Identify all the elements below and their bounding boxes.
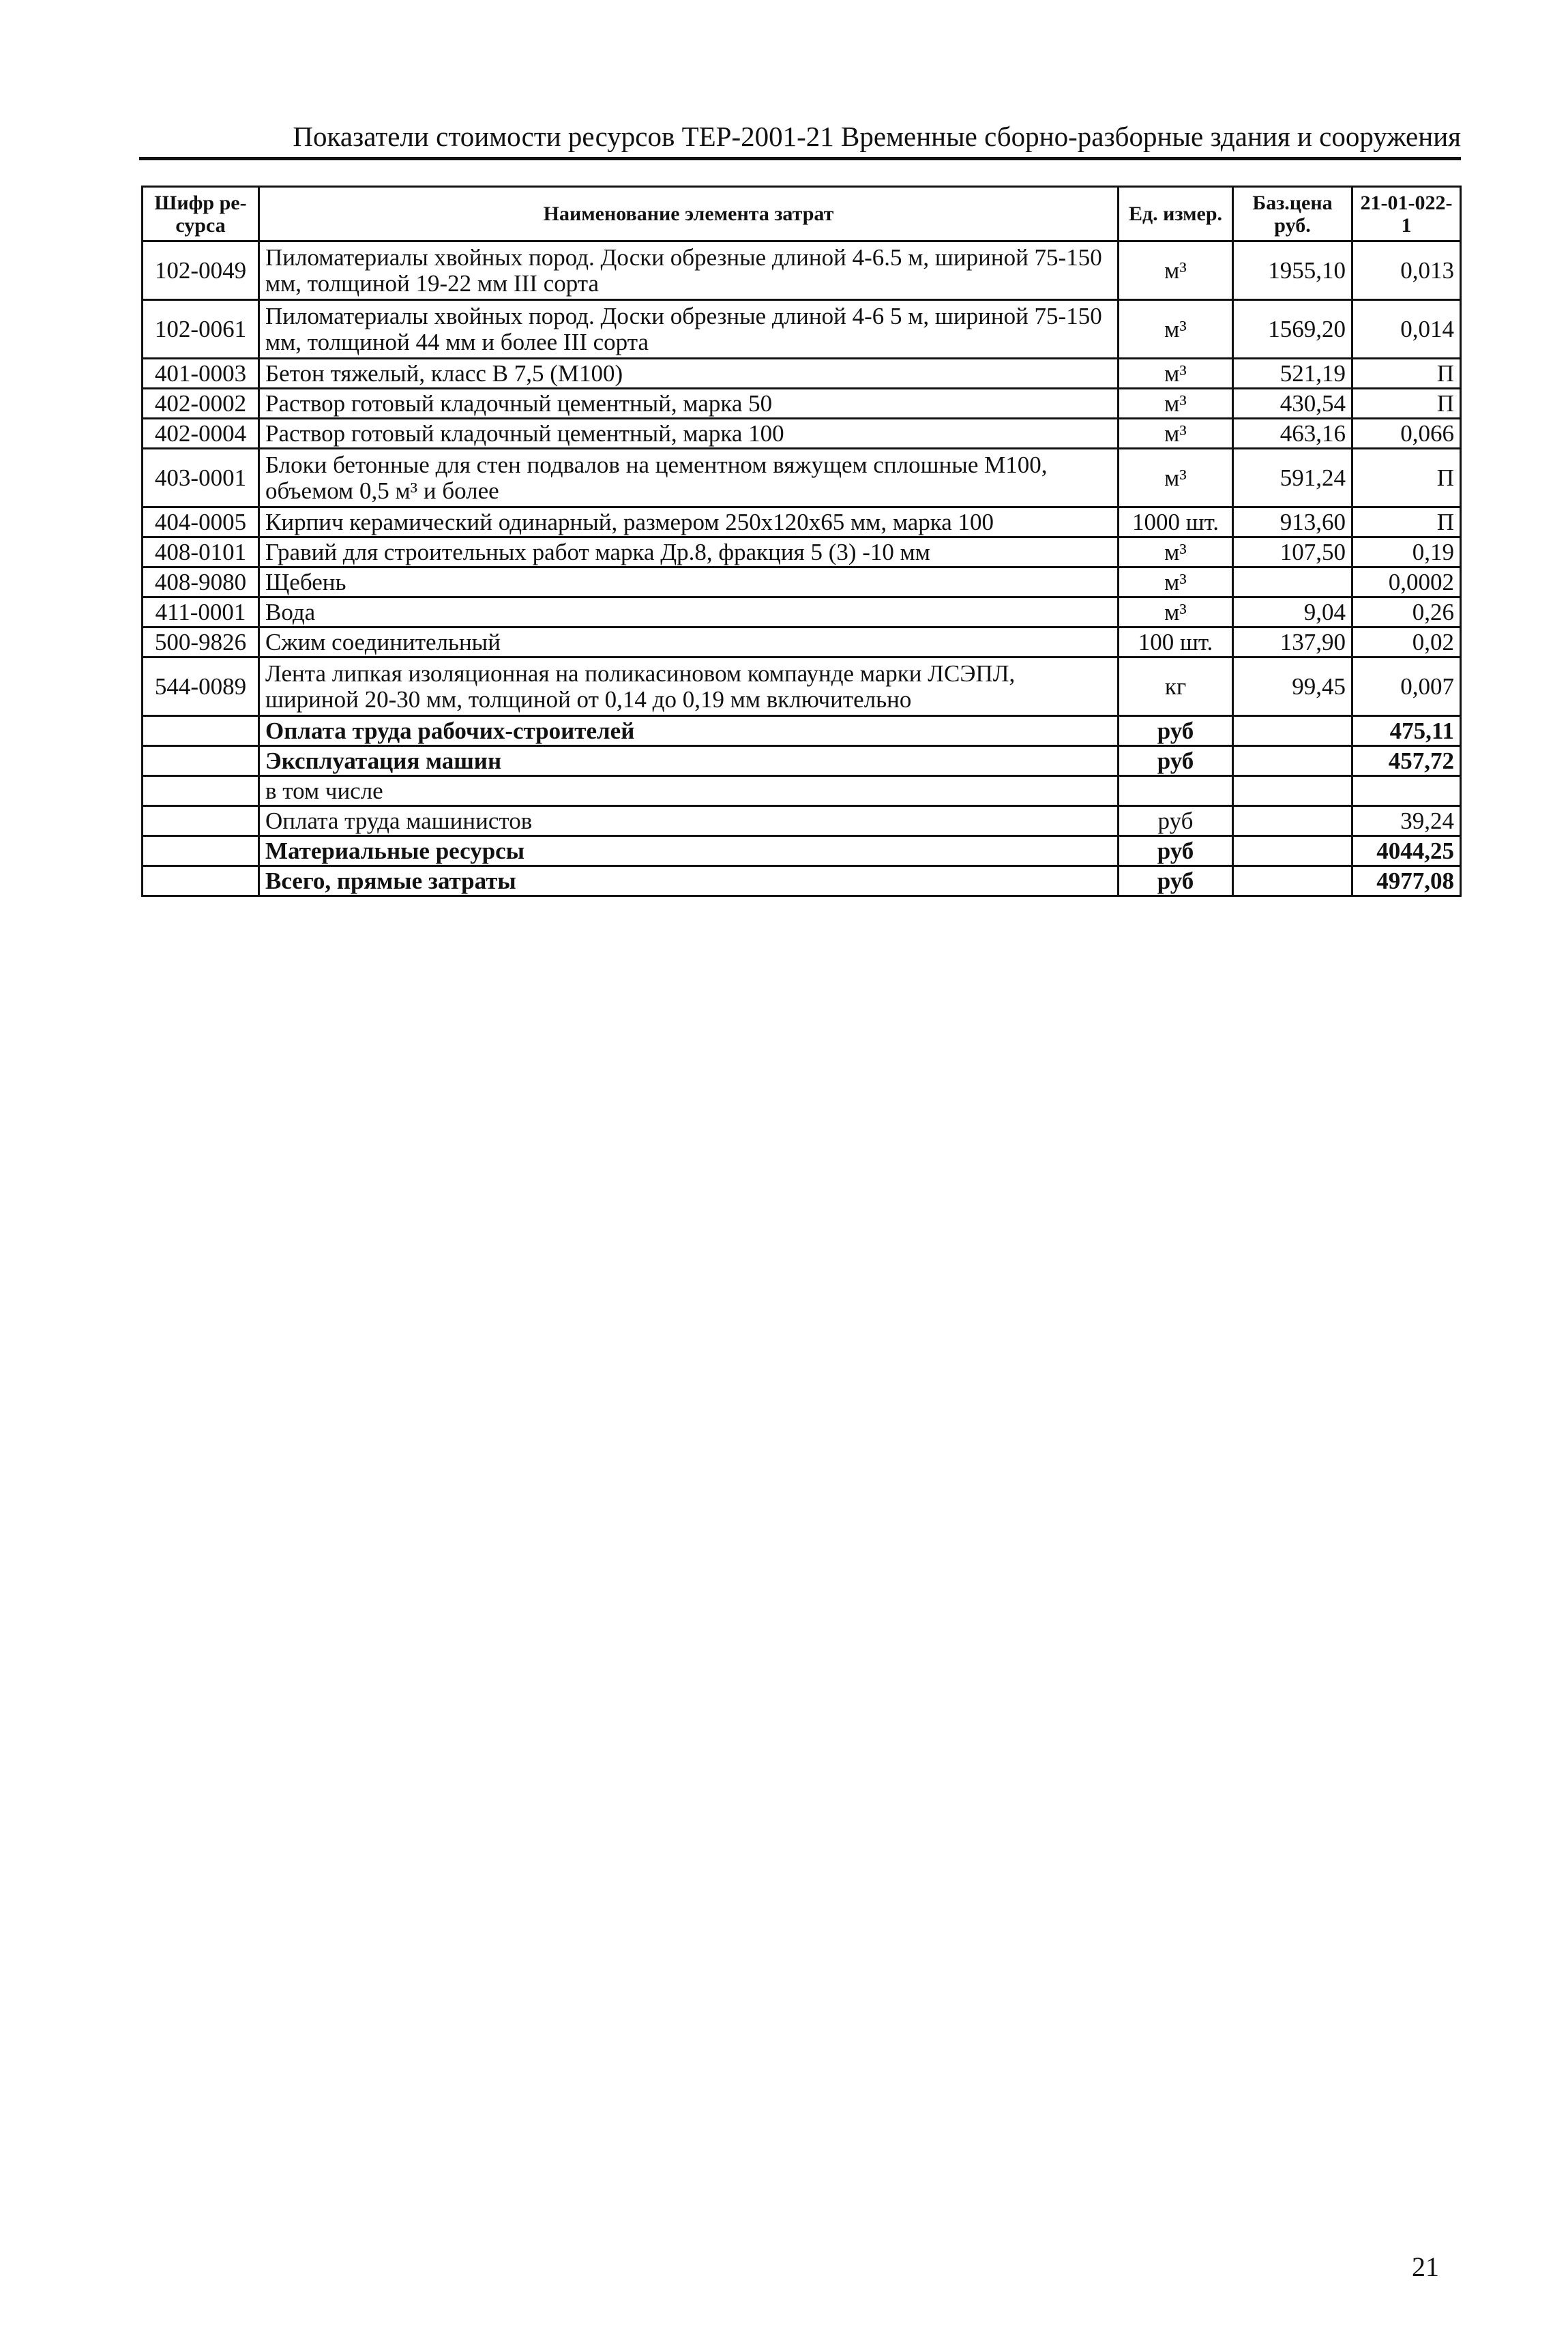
resource-unit: м³ xyxy=(1119,449,1233,507)
resource-name: Вода xyxy=(259,597,1119,627)
resource-name: Лента липкая изоляционная на поликасиновом компаунде марки ЛСЭПЛ, шириной 20-30 мм, толщиной от 0,14 до 0,19 мм включительно xyxy=(259,657,1119,716)
summary-value: 39,24 xyxy=(1352,806,1461,836)
resource-name: Пиломатериалы хвойных пород. Доски обрезные длиной 4-6 5 м, шириной 75-150 мм, толщиной 44 мм и более III сорта xyxy=(259,300,1119,359)
summary-label: Всего, прямые затраты xyxy=(259,866,1119,896)
resource-price: 9,04 xyxy=(1233,597,1352,627)
page-header xyxy=(139,120,1461,160)
summary-code-empty xyxy=(143,746,259,776)
resource-unit: кг xyxy=(1119,657,1233,716)
summary-unit xyxy=(1119,776,1233,806)
resource-unit: м³ xyxy=(1119,537,1233,567)
resource-name: Раствор готовый кладочный цементный, марка 50 xyxy=(259,389,1119,419)
resource-price: 1955,10 xyxy=(1233,241,1352,300)
resource-qty: 0,014 xyxy=(1352,300,1461,359)
resource-name: Гравий для строительных работ марка Др.8, фракция 5 (3) -10 мм xyxy=(259,537,1119,567)
page-number: 21 xyxy=(1412,2251,1439,2282)
summary-label: Оплата труда машинистов xyxy=(259,806,1119,836)
table-row xyxy=(143,567,1461,597)
resource-qty: П xyxy=(1352,507,1461,537)
column-header-qty: 21-01-022-1 xyxy=(1352,187,1461,241)
resource-unit: 1000 шт. xyxy=(1119,507,1233,537)
resource-unit: м³ xyxy=(1119,300,1233,359)
resource-name: Пиломатериалы хвойных пород. Доски обрезные длиной 4-6.5 м, шириной 75-150 мм, толщиной 19-22 мм III сорта xyxy=(259,241,1119,300)
resource-name: Бетон тяжелый, класс В 7,5 (М100) xyxy=(259,359,1119,389)
resource-code: 404-0005 xyxy=(143,507,259,537)
summary-code-empty xyxy=(143,866,259,896)
resource-code: 408-0101 xyxy=(143,537,259,567)
resource-qty: 0,19 xyxy=(1352,537,1461,567)
resource-code: 411-0001 xyxy=(143,597,259,627)
summary-value xyxy=(1352,776,1461,806)
resource-price: 99,45 xyxy=(1233,657,1352,716)
resource-qty: 0,013 xyxy=(1352,241,1461,300)
summary-row xyxy=(143,776,1461,806)
resource-qty: 0,02 xyxy=(1352,627,1461,657)
resource-price: 463,16 xyxy=(1233,419,1352,449)
table-row xyxy=(143,419,1461,449)
resource-qty: 0,26 xyxy=(1352,597,1461,627)
summary-price-empty xyxy=(1233,776,1352,806)
column-header-name: Наименование элемента затрат xyxy=(259,187,1119,241)
summary-value: 4044,25 xyxy=(1352,836,1461,866)
resource-code: 401-0003 xyxy=(143,359,259,389)
resource-name: Блоки бетонные для стен подвалов на цементном вяжущем сплошные М100, объемом 0,5 м³ и более xyxy=(259,449,1119,507)
summary-code-empty xyxy=(143,716,259,746)
resource-price xyxy=(1233,567,1352,597)
table-header-row xyxy=(143,187,1461,241)
resource-code: 544-0089 xyxy=(143,657,259,716)
table-row xyxy=(143,241,1461,300)
table-row xyxy=(143,537,1461,567)
summary-row xyxy=(143,716,1461,746)
summary-label: в том числе xyxy=(259,776,1119,806)
resource-code: 402-0004 xyxy=(143,419,259,449)
resource-price: 913,60 xyxy=(1233,507,1352,537)
resource-code: 102-0061 xyxy=(143,300,259,359)
table-row xyxy=(143,359,1461,389)
resource-unit: м³ xyxy=(1119,389,1233,419)
resource-price: 521,19 xyxy=(1233,359,1352,389)
resource-price: 137,90 xyxy=(1233,627,1352,657)
resource-unit: м³ xyxy=(1119,597,1233,627)
resource-qty: 0,007 xyxy=(1352,657,1461,716)
summary-price-empty xyxy=(1233,716,1352,746)
resource-qty: 0,0002 xyxy=(1352,567,1461,597)
resource-cost-table xyxy=(141,186,1462,897)
summary-row xyxy=(143,836,1461,866)
summary-label: Эксплуатация машин xyxy=(259,746,1119,776)
summary-code-empty xyxy=(143,806,259,836)
header-title: Показатели стоимости ресурсов ТЕР-2001-21 Временные сборно-разборные здания и сооружения xyxy=(293,121,1461,152)
summary-unit: руб xyxy=(1119,716,1233,746)
resource-unit: м³ xyxy=(1119,419,1233,449)
summary-value: 475,11 xyxy=(1352,716,1461,746)
summary-label: Материальные ресурсы xyxy=(259,836,1119,866)
summary-code-empty xyxy=(143,836,259,866)
summary-row xyxy=(143,806,1461,836)
summary-row xyxy=(143,866,1461,896)
resource-name: Сжим соединительный xyxy=(259,627,1119,657)
resource-price: 1569,20 xyxy=(1233,300,1352,359)
summary-code-empty xyxy=(143,776,259,806)
table-row xyxy=(143,389,1461,419)
table-row xyxy=(143,449,1461,507)
resource-code: 402-0002 xyxy=(143,389,259,419)
resource-price: 591,24 xyxy=(1233,449,1352,507)
resource-qty: 0,066 xyxy=(1352,419,1461,449)
summary-price-empty xyxy=(1233,866,1352,896)
summary-unit: руб xyxy=(1119,746,1233,776)
table-row xyxy=(143,627,1461,657)
summary-value: 457,72 xyxy=(1352,746,1461,776)
column-header-price: Баз.цена руб. xyxy=(1233,187,1352,241)
resource-unit: м³ xyxy=(1119,241,1233,300)
resource-name: Раствор готовый кладочный цементный, марка 100 xyxy=(259,419,1119,449)
resource-qty: П xyxy=(1352,449,1461,507)
table-row xyxy=(143,657,1461,716)
resource-code: 408-9080 xyxy=(143,567,259,597)
resource-code: 500-9826 xyxy=(143,627,259,657)
summary-price-empty xyxy=(1233,806,1352,836)
summary-price-empty xyxy=(1233,746,1352,776)
resource-unit: м³ xyxy=(1119,567,1233,597)
summary-row xyxy=(143,746,1461,776)
table-row xyxy=(143,507,1461,537)
resource-qty: П xyxy=(1352,359,1461,389)
column-header-code: Шифр ре-сурса xyxy=(143,187,259,241)
summary-unit: руб xyxy=(1119,866,1233,896)
table-row xyxy=(143,597,1461,627)
resource-unit: м³ xyxy=(1119,359,1233,389)
summary-price-empty xyxy=(1233,836,1352,866)
summary-value: 4977,08 xyxy=(1352,866,1461,896)
summary-label: Оплата труда рабочих-строителей xyxy=(259,716,1119,746)
table-row xyxy=(143,300,1461,359)
resource-name: Щебень xyxy=(259,567,1119,597)
resource-price: 107,50 xyxy=(1233,537,1352,567)
resource-unit: 100 шт. xyxy=(1119,627,1233,657)
column-header-unit: Ед. измер. xyxy=(1119,187,1233,241)
resource-qty: П xyxy=(1352,389,1461,419)
resource-code: 102-0049 xyxy=(143,241,259,300)
resource-name: Кирпич керамический одинарный, размером 250х120х65 мм, марка 100 xyxy=(259,507,1119,537)
resource-code: 403-0001 xyxy=(143,449,259,507)
summary-unit: руб xyxy=(1119,836,1233,866)
resource-price: 430,54 xyxy=(1233,389,1352,419)
summary-unit: руб xyxy=(1119,806,1233,836)
